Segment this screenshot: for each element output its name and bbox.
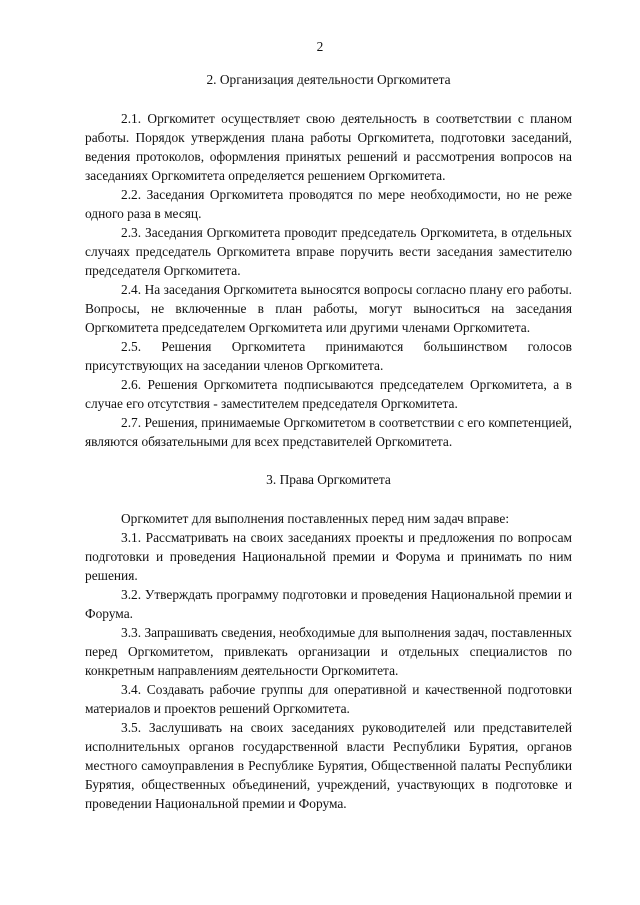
paragraph-intro: Оргкомитет для выполнения поставленных перед ним задач вправе:	[121, 511, 510, 526]
paragraph-3-4: 3.4. Создавать рабочие группы для оперативной и качественной подготовки материалов и проектов решений Оргкомитета.	[85, 682, 572, 716]
paragraph-2-3: 2.3. Заседания Оргкомитета проводит председатель Оргкомитета, в отдельных случаях председатель Оргкомитета вправе поручить вести заседания заместителю председателя Оргкомитета.	[85, 225, 572, 278]
page-number: 2	[316, 39, 324, 54]
paragraph-2-4: 2.4. На заседания Оргкомитета выносятся вопросы согласно плану его работы. Вопросы, не включенные в план работы, могут выноситься на заседания Оргкомитета председателем Оргкомитета или другими членами Оргкомитета.	[85, 282, 572, 335]
paragraph-2-2: 2.2. Заседания Оргкомитета проводятся по мере необходимости, но не реже одного раза в месяц.	[85, 187, 572, 221]
section-organization	[85, 70, 572, 451]
paragraph-2-1: 2.1. Оргкомитет осуществляет свою деятельность в соответствии с планом работы. Порядок утверждения плана работы Оргкомитета, подготовки заседаний, ведения протоколов, оформления принятых решений и рассмотрения вопросов на заседаниях Оргкомитета определяется решением Оргкомитета.	[85, 111, 572, 183]
section-rights	[85, 470, 572, 813]
section-heading: 2. Организация деятельности Оргкомитета	[206, 72, 451, 87]
paragraph-2-5: 2.5. Решения Оргкомитета принимаются большинством голосов присутствующих на заседании членов Оргкомитета.	[85, 339, 572, 373]
paragraph-3-5: 3.5. Заслушивать на своих заседаниях руководителей или представителей исполнительных органов государственной власти Республики Бурятия, органов местного самоуправления в Республике Бурятия, Общественной палаты Республики Бурятия, общественных объединений, учреждений, участвующих в подготовке и проведении Национальной премии и Форума.	[85, 720, 572, 811]
paragraph-3-2: 3.2. Утверждать программу подготовки и проведения Национальной премии и Форума.	[85, 587, 572, 621]
paragraph-2-6: 2.6. Решения Оргкомитета подписываются председателем Оргкомитета, а в случае его отсутствия - заместителем председателя Оргкомитета.	[85, 377, 572, 411]
paragraph-2-7: 2.7. Решения, принимаемые Оргкомитетом в соответствии с его компетенцией, являются обязательными для всех представителей Оргкомитета.	[85, 415, 572, 449]
paragraph-3-3: 3.3. Запрашивать сведения, необходимые для выполнения задач, поставленных перед Оргкомитетом, привлекать организации и отдельных специалистов по конкретным направлениям деятельности Оргкомитета.	[85, 625, 572, 678]
document-body	[85, 70, 572, 813]
section-spacer	[85, 451, 572, 470]
section-heading: 3. Права Оргкомитета	[266, 472, 391, 487]
paragraph-3-1: 3.1. Рассматривать на своих заседаниях проекты и предложения по вопросам подготовки и проведения Национальной премии и Форума и принимать по ним решения.	[85, 530, 572, 583]
